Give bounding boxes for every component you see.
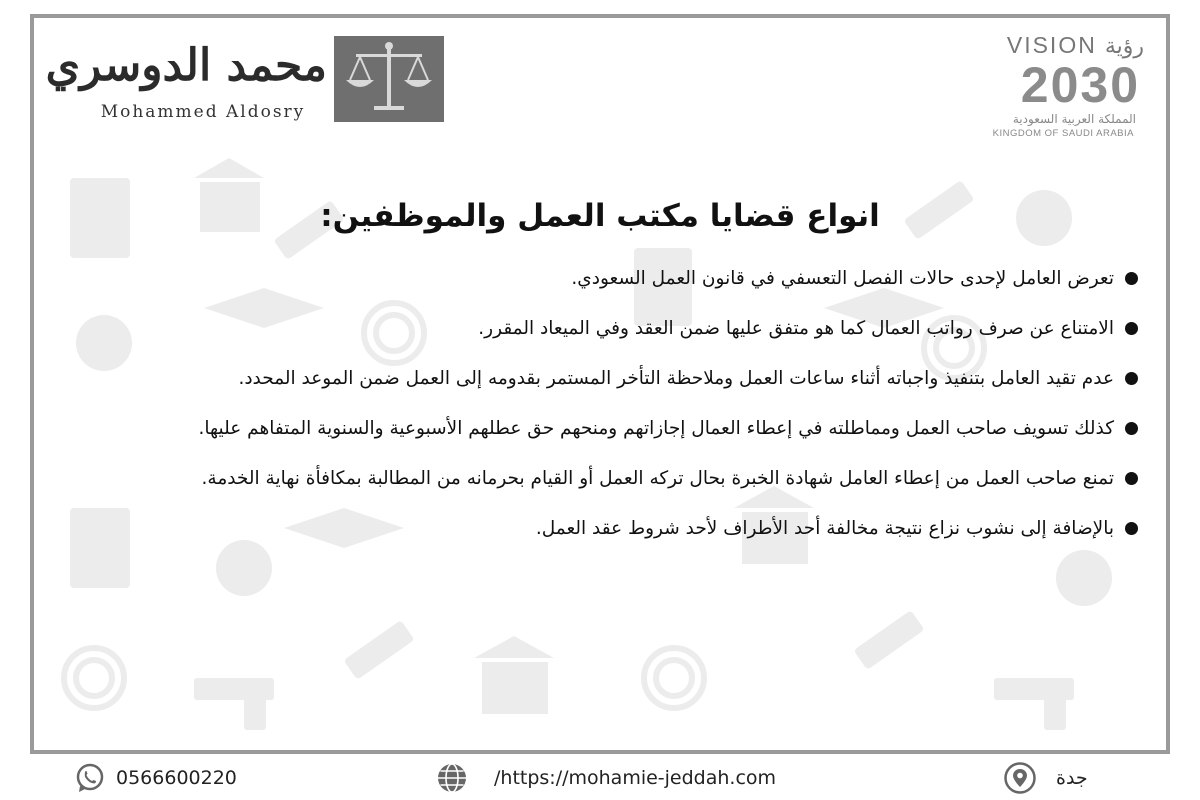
list-item xyxy=(50,462,1138,495)
bullet-dot-icon xyxy=(1125,522,1138,535)
list-item-text: الامتناع عن صرف رواتب العمال كما هو متفق عليها ضمن العقد وفي الميعاد المقرر. xyxy=(478,318,1114,339)
logo-arabic-name: محمد الدوسري xyxy=(45,40,327,91)
website-contact[interactable] xyxy=(436,762,776,794)
globe-icon xyxy=(436,762,468,794)
location-pin-icon xyxy=(1004,762,1036,794)
list-item xyxy=(50,262,1138,295)
city-contact xyxy=(1004,762,1088,794)
list-item xyxy=(50,412,1138,445)
list-item-text: تمنع صاحب العمل من إعطاء العامل شهادة الخبرة بحال تركه العمل أو القيام بحرمانه من المطالبة بمكافأة نهاية الخدمة. xyxy=(201,468,1114,489)
list-item xyxy=(50,512,1138,545)
logo-english-name: Mohammed Aldosry xyxy=(100,102,306,122)
bullet-dot-icon xyxy=(1125,422,1138,435)
handgun-icon xyxy=(194,678,1074,730)
list-item-text: تعرض العامل لإحدى حالات الفصل التعسفي في قانون العمل السعودي. xyxy=(571,268,1114,289)
vision-year: 2030 xyxy=(1020,57,1140,113)
vision-heading xyxy=(1007,32,1144,59)
kingdom-english-label: KINGDOM OF SAUDI ARABIA xyxy=(992,128,1134,139)
list-item xyxy=(50,362,1138,395)
bullet-dot-icon xyxy=(1125,372,1138,385)
list-item-text: عدم تقيد العامل بتنفيذ واجباته أثناء ساعات العمل وملاحظة التأخر المستمر بقدومه إلى العمل ضمن الموعد المحدد. xyxy=(238,368,1114,389)
bullet-dot-icon xyxy=(1125,272,1138,285)
city-name: جدة xyxy=(1056,767,1088,789)
document-frame xyxy=(30,14,1170,754)
page-title: انواع قضايا مكتب العمل والموظفين: xyxy=(320,198,880,234)
kingdom-arabic-label: المملكة العربية السعودية xyxy=(1012,112,1136,126)
bullet-dot-icon xyxy=(1125,472,1138,485)
bullet-dot-icon xyxy=(1125,322,1138,335)
vision-2030-logo xyxy=(964,32,1144,140)
phone-number: 0566600220 xyxy=(116,767,237,789)
website-url: /https://mohamie-jeddah.com xyxy=(494,767,777,789)
list-item xyxy=(50,312,1138,345)
vision-english-label: VISION xyxy=(1006,32,1097,58)
whatsapp-icon xyxy=(74,762,106,794)
scales-of-justice-icon xyxy=(334,36,444,122)
firm-logo xyxy=(45,36,442,140)
phone-contact[interactable] xyxy=(74,762,237,794)
list-item-text: بالإضافة إلى نشوب نزاع نتيجة مخالفة أحد الأطراف لأحد شروط عقد العمل. xyxy=(535,518,1114,539)
vision-arabic-label: رؤية xyxy=(1104,34,1144,59)
case-types-list xyxy=(50,262,1138,562)
list-item-text: كذلك تسويف صاحب العمل ومماطلته في إعطاء العمال إجازاتهم ومنحهم حق عطلهم الأسبوعية والسنوية المتفاهم عليها. xyxy=(198,418,1114,439)
contact-footer xyxy=(0,756,1200,800)
